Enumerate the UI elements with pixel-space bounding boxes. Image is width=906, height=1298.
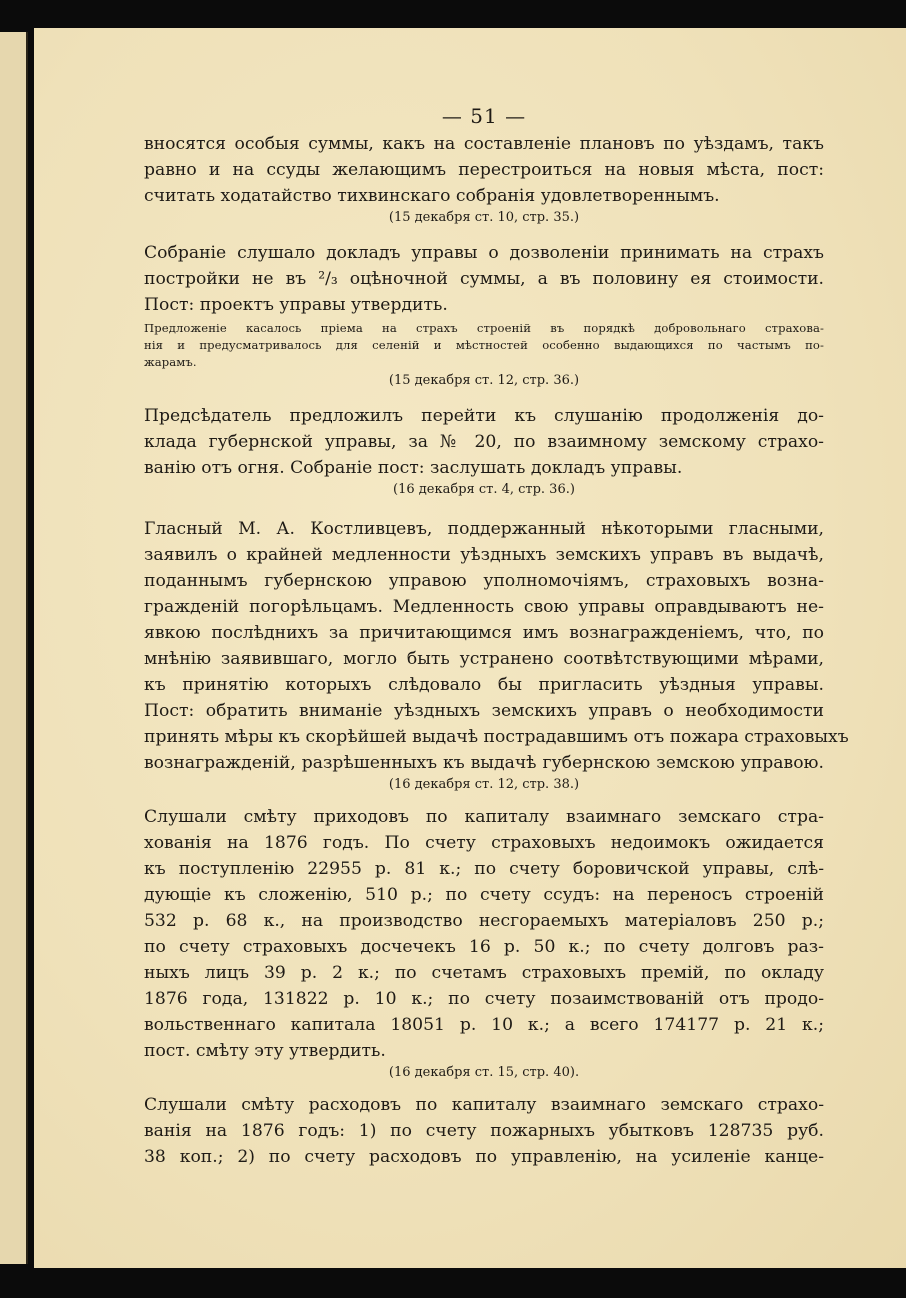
text-line: дующіе къ сложенію, 510 р.; по счету ссудъ: на переносъ строеній: [144, 885, 824, 905]
paragraph-2: [144, 240, 824, 318]
text-line: къ поступленію 22955 р. 81 к.; по счету боровичской управы, слѣ-: [144, 859, 824, 879]
text-line: равно и на ссуды желающимъ перестроиться на новыя мѣста, пост:: [144, 160, 824, 180]
text-line: вольственнаго капитала 18051 р. 10 к.; а всего 174177 р. 21 к.;: [144, 1015, 824, 1035]
text-line: явкою послѣднихъ за причитающимся имъ вознагражденіемъ, что, по: [144, 623, 824, 643]
text-line: вносятся особыя суммы, какъ на составленіе плановъ по уѣздамъ, такъ: [144, 134, 824, 154]
paragraph-5: [144, 804, 824, 1082]
text-line: вознагражденій, разрѣшенныхъ къ выдачѣ губернскою земскою управою.: [144, 753, 824, 773]
text-line: Собраніе слушало докладъ управы о дозволеніи принимать на страхъ: [144, 243, 824, 263]
text-line: принять мѣры къ скорѣйшей выдачѣ пострадавшимъ отъ пожара страховыхъ: [144, 727, 849, 747]
text-line: ныхъ лицъ 39 р. 2 к.; по счетамъ страховыхъ премій, по окладу: [144, 963, 824, 983]
text-line: Пост: проектъ управы утвердить.: [144, 295, 448, 315]
text-line: Гласный М. А. Костливцевъ, поддержанный нѣкоторыми гласными,: [144, 519, 824, 539]
text-line: ванію отъ огня. Собраніе пост: заслушать докладъ управы.: [144, 458, 683, 478]
text-line: мнѣнію заявившаго, могло быть устранено соотвѣтствующими мѣрами,: [144, 649, 824, 669]
paragraph-4: [144, 516, 849, 794]
text-line: къ принятію которыхъ слѣдовало бы пригласить уѣздныя управы.: [144, 675, 824, 695]
note-line: жарамъ.: [144, 355, 197, 369]
book-page: [34, 28, 906, 1268]
paragraph-1: [144, 131, 824, 227]
paragraph-3: [144, 403, 824, 499]
text-line: считать ходатайство тихвинскаго собранія удовлетвореннымъ.: [144, 186, 720, 206]
reference: (15 декабря ст. 10, стр. 35.): [388, 210, 580, 225]
reference: (15 декабря ст. 12, стр. 36.): [388, 373, 580, 388]
reference: (16 декабря ст. 4, стр. 36.): [393, 482, 575, 497]
text-line: ванія на 1876 годъ: 1) по счету пожарныхъ убытковъ 128735 руб.: [144, 1121, 824, 1141]
text-line: гражденій погорѣльцамъ. Медленность свою управы оправдываютъ не-: [144, 597, 824, 617]
note-line: Предложеніе касалось пріема на страхъ строеній въ порядкѣ добровольнаго страхова-: [144, 321, 824, 335]
note-line: нія и предусматривалось для селеній и мѣстностей особенно выдающихся по частымъ по-: [144, 338, 824, 352]
text-line: Предсѣдатель предложилъ перейти къ слушанію продолженія до-: [144, 406, 824, 426]
text-line: клада губернской управы, за № 20, по взаимному земскому страхо-: [144, 432, 824, 452]
text-line: Слушали смѣту приходовъ по капиталу взаимнаго земскаго стра-: [144, 807, 824, 827]
paragraph-2-ref: [144, 372, 824, 390]
text-line: Слушали смѣту расходовъ по капиталу взаимнаго земскаго страхо-: [144, 1095, 824, 1115]
page-number: — 51 —: [441, 104, 527, 128]
text-line: пост. смѣту эту утвердить.: [144, 1041, 386, 1061]
text-line: постройки не въ ²/₃ оцѣночной суммы, а въ половину ея стоимости.: [144, 269, 824, 289]
reference: (16 декабря ст. 15, стр. 40).: [388, 1065, 580, 1080]
footnote-block: [144, 320, 824, 371]
text-line: 532 р. 68 к., на производство несгораемыхъ матеріаловъ 250 р.;: [144, 911, 824, 931]
paragraph-6: [144, 1092, 824, 1170]
text-line: хованія на 1876 годъ. По счету страховыхъ недоимокъ ожидается: [144, 833, 824, 853]
text-line: по счету страховыхъ досчечекъ 16 р. 50 к.; по счету долговъ раз-: [144, 937, 824, 957]
previous-page-edge: [0, 32, 28, 1264]
text-line: 1876 года, 131822 р. 10 к.; по счету позаимствованій отъ продо-: [144, 989, 824, 1009]
text-line: Пост: обратить вниманіе уѣздныхъ земскихъ управъ о необходимости: [144, 701, 824, 721]
reference: (16 декабря ст. 12, стр. 38.): [388, 777, 580, 792]
text-line: заявилъ о крайней медленности уѣздныхъ земскихъ управъ въ выдачѣ,: [144, 545, 824, 565]
text-line: поданнымъ губернскою управою уполномочіямъ, страховыхъ возна-: [144, 571, 824, 591]
text-line: 38 коп.; 2) по счету расходовъ по управленію, на усиленіе канце-: [144, 1147, 824, 1167]
